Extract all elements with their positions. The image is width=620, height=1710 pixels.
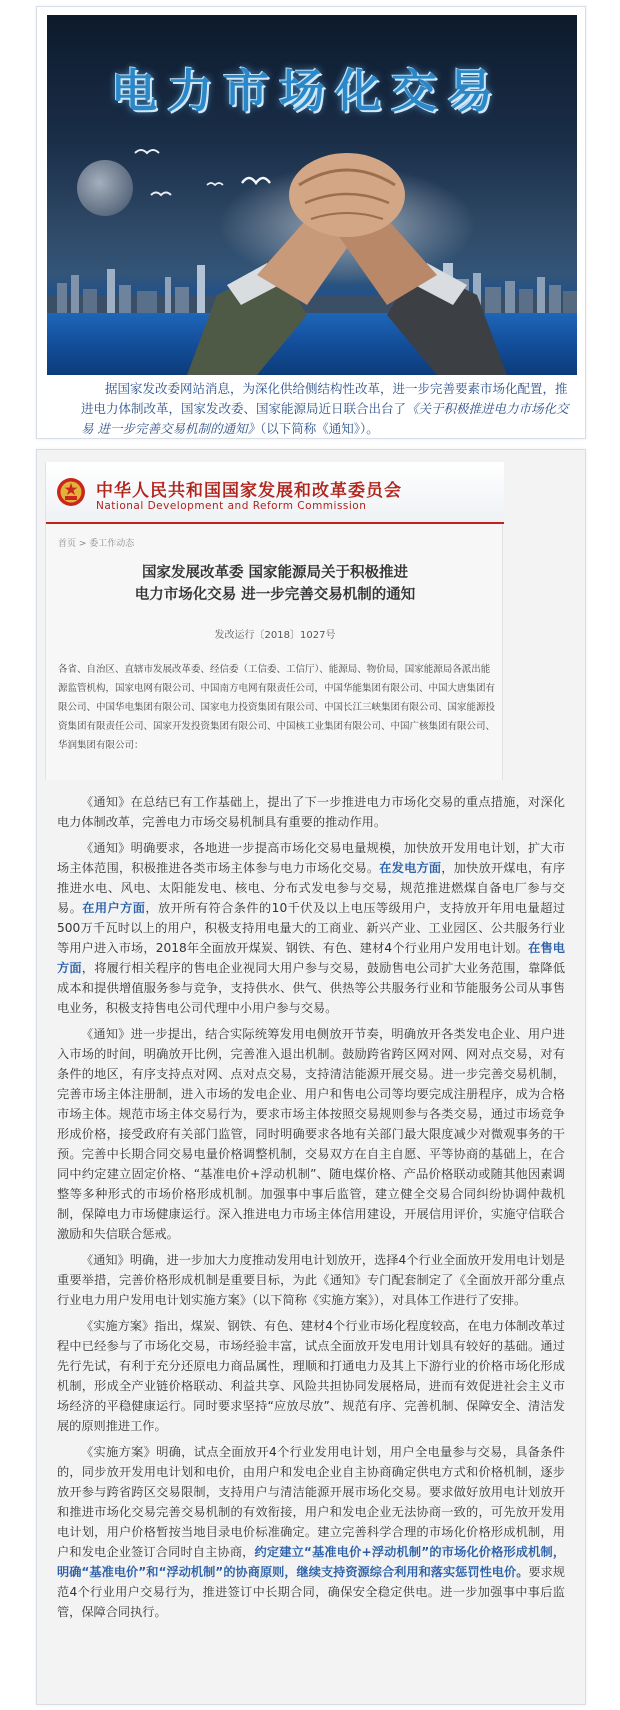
banner-image <box>47 15 577 375</box>
banner-title: 电力市场化交易 <box>111 64 503 118</box>
intro-text: 据国家发改委网站消息，为深化供给侧结构性改革，进一步完善要素市场化配置，推进电力体制改革，国家发改委、国家能源局近日联合出台了 <box>81 381 568 416</box>
highlight-users: 在用户方面 <box>82 901 146 915</box>
document-screenshot <box>45 462 503 780</box>
org-name-cn: 中华人民共和国国家发展和改革委员会 <box>96 481 402 501</box>
intro-paragraph <box>81 379 571 439</box>
paragraph-6-text-b: 要求规范4个行业用户交易行为，推进签订中长期合同，确保安全稳定供电。进一步加强事中事后监管，保障合同执行。 <box>57 1565 565 1619</box>
paragraph-3: 《通知》进一步提出，结合实际统筹发用电侧放开节奏，明确放开各类发电企业、用户进入市场的时间，明确放开比例，完善准入退出机制。鼓励跨省跨区网对网、网对点交易，对有条件的地区，有序支持点对网、点对点交易，支持清洁能源开展交易。进一步完善交易机制，完善市场主体注册制，进入市场的发电企业、用户和售电公司等均要完成注册程序，成为合格市场主体。规范市场主体交易行为，要求市场主体按照交易规则参与各类交易，通过市场竞争形成价格，接受政府有关部门监管，同时明确要求各地有关部门最大限度减少对微观事务的干预。完善中长期合同交易电量价格调整机制，交易双方在自主自愿、平等协商的基础上，在合同中约定建立固定价格、“基准电价+浮动机制”、随电煤价格、产品价格联动或随其他因素调整等多种形式的市场价格形成机制。加强事中事后监管，建立健全交易合同纠纷协调仲裁机制，保障电力市场健康运行。深入推进电力市场主体信用建设，开展信用评价，实施守信联合激励和失信联合惩戒。 <box>57 1027 565 1241</box>
paragraph-2-text-b: ，加快放开煤电，有序推进水电、风电、太阳能发电、核电、分布式发电参与交易，规范推进燃煤自备电厂参与交易。 <box>57 861 566 915</box>
document-number: 发改运行〔2018〕1027号 <box>214 630 336 641</box>
national-emblem-icon <box>56 476 86 508</box>
article-card <box>36 449 586 1705</box>
paragraph-1: 《通知》在总结已有工作基础上，提出了下一步推进电力市场化交易的重点措施，对深化电力体制改革，完善电力市场交易机制具有重要的推动作用。 <box>57 795 565 829</box>
intro-text-end: （以下简称《通知》）。 <box>259 421 379 436</box>
paragraph-2-text-d: ，将履行相关程序的售电企业视同大用户参与交易，鼓励售电公司扩大业务范围，靠降低成本和提供增值服务参与竞争，支持供水、供气、供热等公共服务行业和节能服务公司从事售电业务，积极支持售电公司代理中小用户参与交易。 <box>57 961 566 1015</box>
document-addressees: 各省、自治区、直辖市发展改革委、经信委（工信委、工信厅）、能源局、物价局，国家能源局各派出能源监管机构，国家电网有限公司、中国南方电网有限责任公司，中国华能集团有限公司、中国大唐集团有限公司、中国华电集团有限公司、国家电力投资集团有限公司、中国长江三峡集团有限公司、国家能源投资集团有限责任公司、国家开发投资集团有限公司、中国核工业集团有限公司、中国广核集团有限公司、华润集团有限公司： <box>58 664 496 751</box>
handshake-icon <box>187 145 507 375</box>
paragraph-2-text-c: ，放开所有符合条件的10千伏及以上电压等级用户，支持放开年用电量超过500万千瓦时以上的用户，积极支持用电量大的工商业、新兴产业、工业园区、公共服务行业等用户进入市场，2018年全面放开煤炭、钢铁、有色、建材4个行业用户发用电计划。 <box>57 901 566 955</box>
document-title <box>46 562 504 606</box>
paragraph-6 <box>57 1442 565 1622</box>
document-title-line-1: 国家发展改革委 国家能源局关于积极推进 <box>141 564 409 581</box>
article-body <box>57 792 565 1628</box>
intro-card <box>36 6 586 439</box>
ndrc-header <box>46 462 504 524</box>
breadcrumb[interactable]: 首页 > 委工作动态 <box>58 539 135 549</box>
paragraph-6-text-a: 《实施方案》明确，试点全面放开4个行业发用电计划，用户全电量参与交易，具备条件的，同步放开发用电计划和电价，由用户和发电企业自主协商确定供电方式和价格机制，逐步放开参与跨省跨区交易限制，支持用户与清洁能源开展市场化交易。要求做好放用电计划放开和推进市场化交易完善交易机制的有效衔接，用户和发电企业无法协商一致的，可先放开发用电计划，用户价格暂按当地目录电价标准确定。建立完善科学合理的市场化价格形成机制，用户和发电企业签订合同时自主协商， <box>57 1445 565 1559</box>
highlight-pricing-mechanism: 约定建立“基准电价+浮动机制”的市场化价格形成机制，明确“基准电价”和“浮动机制”的协商原则，继续支持资源综合利用和落实惩罚性电价。 <box>57 1545 566 1579</box>
paragraph-5: 《实施方案》指出，煤炭、钢铁、有色、建材4个行业市场化程度较高，在电力体制改革过程中已经参与了市场化交易，市场经验丰富，试点全面放开发电用计划具有较好的基础。通过先行先试，有利于充分还原电力商品属性，理顺和打通电力及其上下游行业的价格市场化形成机制，形成全产业链价格联动、利益共享、风险共担协同发展格局，进而有效促进社会主义市场经济的平稳健康运行。同时要求坚持“应放尽放”、规范有序、完善机制、保障安全、清洁发展的原则推进工作。 <box>57 1319 565 1433</box>
highlight-generation: 在发电方面 <box>379 861 442 875</box>
org-name-en: National Development and Reform Commission <box>96 500 367 512</box>
paragraph-4: 《通知》明确，进一步加大力度推动发用电计划放开，选择4个行业全面放开发用电计划是重要举措，完善价格形成机制是重要目标，为此《通知》专门配套制定了《全面放开部分重点行业电力用户发用电计划实施方案》（以下简称《实施方案》），对具体工作进行了安排。 <box>57 1253 565 1307</box>
highlight-retail: 在售电方面 <box>57 941 565 975</box>
document-title-line-2: 电力市场化交易 进一步完善交易机制的通知 <box>134 586 416 603</box>
paragraph-2-text-a: 《通知》明确要求，各地进一步提高市场化交易电量规模，加快放开发用电计划，扩大市场主体范围，积极推进各类市场主体参与电力市场化交易。 <box>57 841 565 875</box>
notice-title-link: 《关于积极推进电力市场化交易 进一步完善交易机制的通知》 <box>81 401 569 436</box>
paragraph-2 <box>57 838 565 1018</box>
